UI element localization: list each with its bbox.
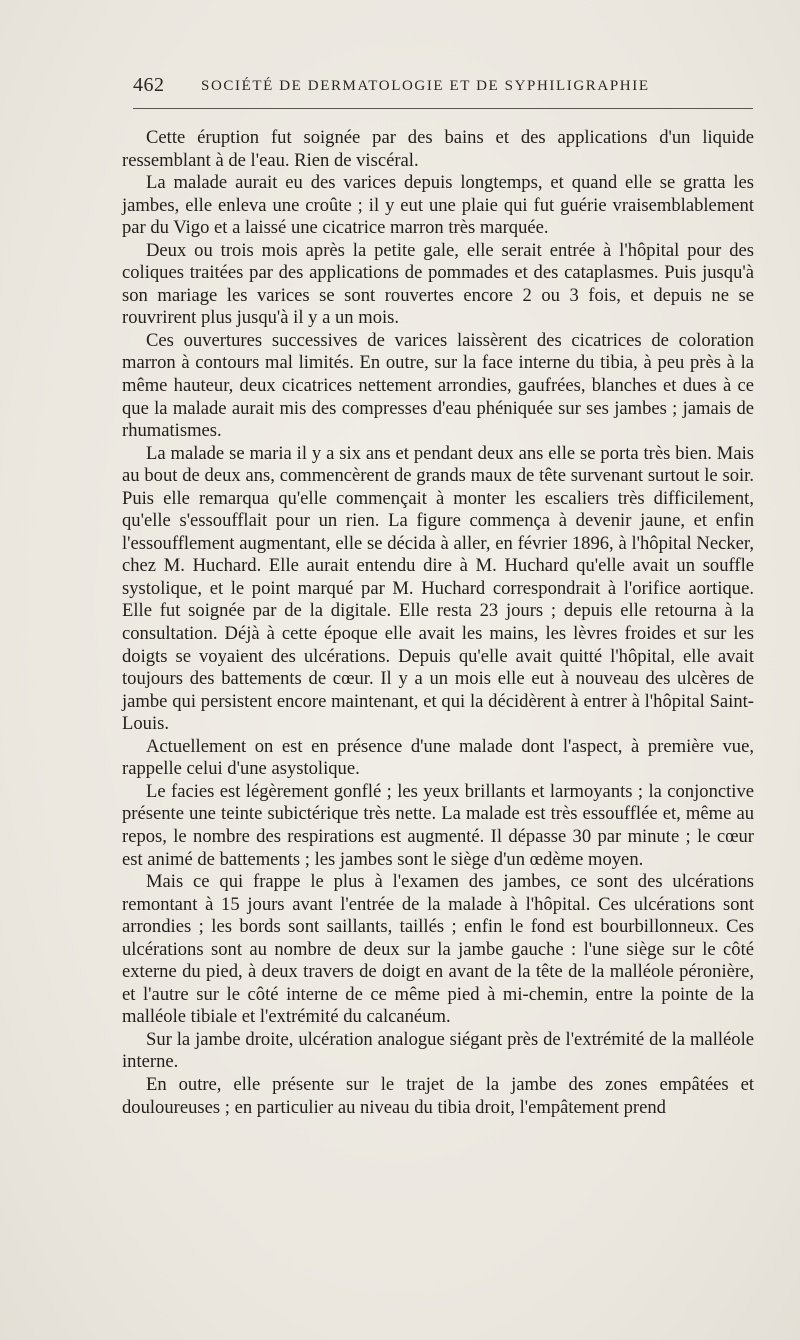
page-header [133,72,753,102]
paragraph: Ces ouvertures successives de varices laissèrent des cicatrices de coloration marron à contours mal limités. En outre, sur la face interne du tibia, à peu près à la même hauteur, deux cicatrices nettement arrondies, gaufrées, blanches et dues à ce que la malade aurait mis des compresses d'eau phéniquée sur ses jambes ; jamais de rhumatismes. [122,329,754,442]
body-text [122,127,754,1119]
paragraph: Actuellement on est en présence d'une malade dont l'aspect, à première vue, rappelle celui d'une asystolique. [122,735,754,780]
paragraph: La malade se maria il y a six ans et pendant deux ans elle se porta très bien. Mais au bout de deux ans, commencèrent de grands maux de tête survenant surtout le soir. Puis elle remarqua qu'elle commençait à monter les escaliers très difficilement, qu'elle s'essoufflait pour un rien. La figure commença à devenir jaune, et enfin l'essoufflement augmentant, elle se décida à aller, en février 1896, à l'hôpital Necker, chez M. Huchard. Elle aurait entendu dire à M. Huchard qu'elle avait un souffle systolique, et le point marqué par M. Huchard correspondrait à l'orifice aortique. Elle fut soignée par de la digitale. Elle resta 23 jours ; depuis elle retourna à la consultation. Déjà à cette époque elle avait les mains, les lèvres froides et sur les doigts se voyaient des ulcérations. Depuis qu'elle avait quitté l'hôpital, elle avait toujours des battements de cœur. Il y a un mois elle eut à nouveau des ulcères de jambe qui persistent encore maintenant, et qui la décidèrent à entrer à l'hôpital Saint-Louis. [122,442,754,735]
paragraph: En outre, elle présente sur le trajet de la jambe des zones empâtées et douloureuses ; en particulier au niveau du tibia droit, l'empâtement prend [122,1073,754,1118]
paragraph: Sur la jambe droite, ulcération analogue siégant près de l'extrémité de la malléole interne. [122,1028,754,1073]
running-head: SOCIÉTÉ DE DERMATOLOGIE ET DE SYPHILIGRAPHIE [201,78,650,94]
header-rule [133,108,753,109]
paragraph: La malade aurait eu des varices depuis longtemps, et quand elle se gratta les jambes, elle enleva une croûte ; il y eut une plaie qui fut guérie vraisemblablement par du Vigo et a laissé une cicatrice marron très marquée. [122,172,754,239]
paragraph: Mais ce qui frappe le plus à l'examen des jambes, ce sont des ulcérations remontant à 15 jours avant l'entrée de la malade à l'hôpital. Ces ulcérations sont arrondies ; les bords sont saillants, taillés ; enfin le fond est bourbillonneux. Ces ulcérations sont au nombre de deux sur la jambe gauche : l'une siège sur le côté externe du pied, à deux travers de doigt en avant de la tête de la malléole péronière, et l'autre sur le côté interne de ce même pied à mi-chemin, entre la pointe de la malléole tibiale et l'extrémité du calcanéum. [122,871,754,1028]
paragraph: Deux ou trois mois après la petite gale, elle serait entrée à l'hôpital pour des coliques traitées par des applications de pommades et des cataplasmes. Puis jusqu'à son mariage les varices se sont rouvertes encore 2 ou 3 fois, et depuis ne se rouvrirent plus jusqu'à il y a un mois. [122,239,754,329]
paragraph: Le facies est légèrement gonflé ; les yeux brillants et larmoyants ; la conjonctive présente une teinte subictérique très nette. La malade est très essoufflée et, même au repos, le nombre des respirations est augmenté. Il dépasse 30 par minute ; le cœur est animé de battements ; les jambes sont le siège d'un œdème moyen. [122,780,754,870]
page-number: 462 [133,74,165,96]
paragraph: Cette éruption fut soignée par des bains et des applications d'un liquide ressemblant à de l'eau. Rien de viscéral. [122,127,754,171]
